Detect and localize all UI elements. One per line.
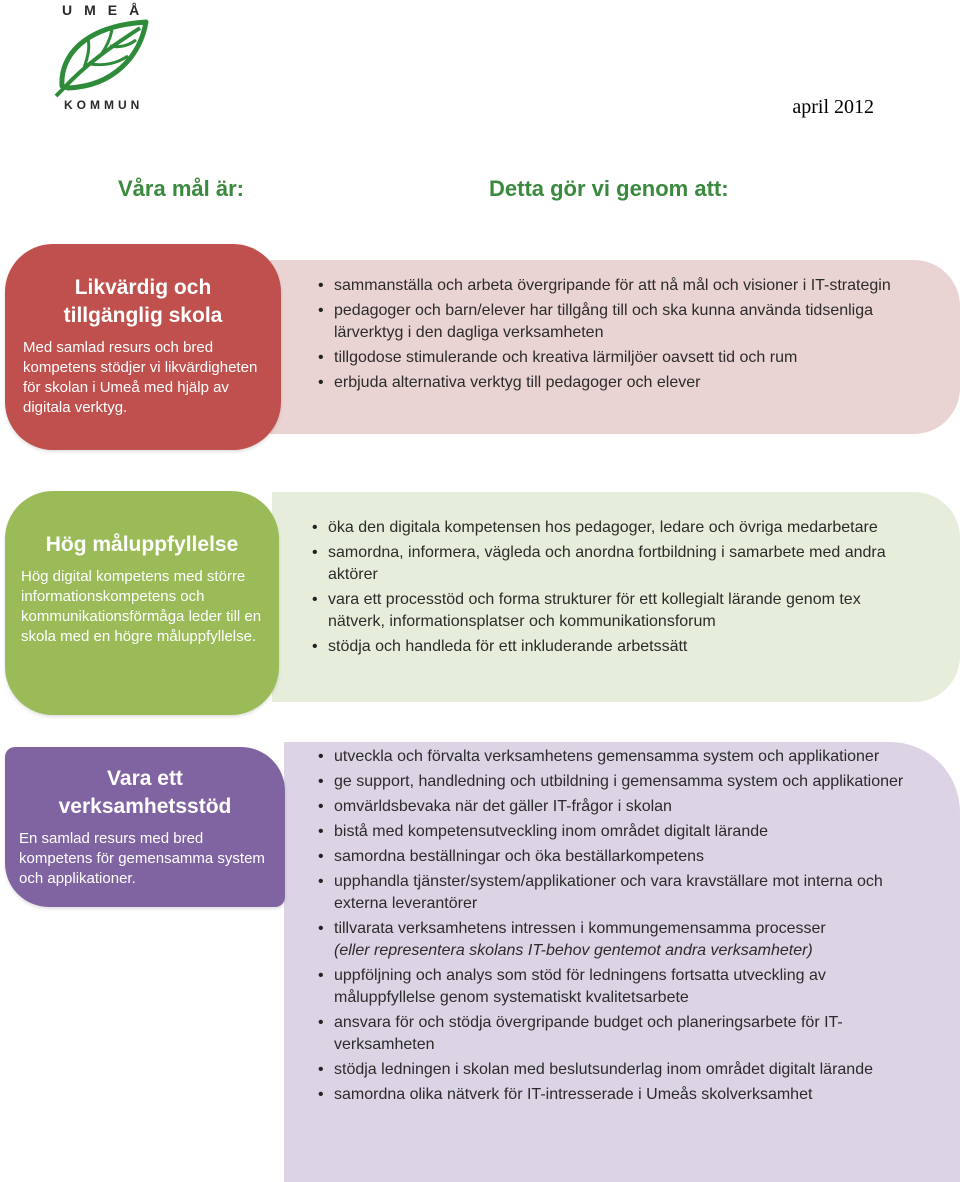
goal-description: En samlad resurs med bred kompetens för gemensamma system och applikationer. <box>19 830 265 887</box>
list-item: • ge support, handledning och utbildning i gemensamma system och applikationer <box>316 771 920 793</box>
goal-title: Hög måluppfyllelse <box>45 533 239 556</box>
goal-description: Hög digital kompetens med större informationskompetens och kommunikationsförmåga leder till en skola med en högre måluppfyllelse. <box>21 568 262 645</box>
list-item: • tillgodose stimulerande och kreativa lärmiljöer oavsett tid och rum <box>316 347 910 369</box>
list-item: • stödja ledningen i skolan med beslutsunderlag inom området digitalt lärande <box>316 1059 920 1081</box>
goal-card-1 <box>5 244 281 450</box>
goals-heading: Våra mål är: <box>118 176 244 201</box>
list-item: • uppföljning och analys som stöd för ledningens fortsatta utveckling av måluppfyllelse genom systematiskt kvalitetsarbete <box>316 965 920 1009</box>
list-item-text: tillvarata verksamhetens intressen i kommungemensamma processer <box>334 920 826 937</box>
goal-title: Likvärdig och tillgänglig skola <box>63 276 223 327</box>
actions-list-3 <box>316 746 920 1106</box>
actions-panel-1 <box>270 260 960 434</box>
list-item: • vara ett processtöd och forma strukturer för ett kollegialt lärande genom tex nätverk, informationsplatser och kommunikationsforum <box>310 589 920 633</box>
actions-list-1 <box>316 275 910 394</box>
leaf-icon <box>54 16 154 98</box>
actions-list-2 <box>310 517 920 658</box>
goal-title: Vara ett verksamhetsstöd <box>58 767 232 818</box>
list-item: • upphandla tjänster/system/applikationer och vara kravställare mot interna och externa leverantörer <box>316 871 920 915</box>
list-item: • samordna olika nätverk för IT-intresserade i Umeås skolverksamhet <box>316 1084 920 1106</box>
umea-kommun-logo <box>50 2 160 118</box>
goal-card-3 <box>5 747 285 907</box>
goal-card-2 <box>5 491 279 715</box>
list-item-note: (eller representera skolans IT-behov gentemot andra verksamheter) <box>334 942 813 959</box>
logo-bottom-text: KOMMUN <box>64 98 144 112</box>
document-date: april 2012 <box>792 96 874 118</box>
list-item: • öka den digitala kompetensen hos pedagoger, ledare och övriga medarbetare <box>310 517 920 539</box>
list-item: • ansvara för och stödja övergripande budget och planeringsarbete för IT-verksamheten <box>316 1012 920 1056</box>
list-item: • stödja och handleda för ett inkluderande arbetssätt <box>310 636 920 658</box>
list-item: • samordna beställningar och öka beställarkompetens <box>316 846 920 868</box>
list-item: • sammanställa och arbeta övergripande för att nå mål och visioner i IT-strategin <box>316 275 910 297</box>
list-item: • erbjuda alternativa verktyg till pedagoger och elever <box>316 372 910 394</box>
actions-heading: Detta gör vi genom att: <box>489 176 729 201</box>
list-item: • samordna, informera, vägleda och anordna fortbildning i samarbete med andra aktörer <box>310 542 920 586</box>
list-item: • omvärldsbevaka när det gäller IT-frågor i skolan <box>316 796 920 818</box>
list-item: • bistå med kompetensutveckling inom området digitalt lärande <box>316 821 920 843</box>
logo-top-text: UMEÅ <box>62 2 152 18</box>
actions-panel-2 <box>272 492 960 702</box>
list-item <box>316 918 920 962</box>
list-item: • pedagoger och barn/elever har tillgång till och ska kunna använda tidsenliga lärverktyg i den dagliga verksamheten <box>316 300 910 344</box>
goal-description: Med samlad resurs och bred kompetens stödjer vi likvärdigheten för skolan i Umeå med hjälp av digitala verktyg. <box>23 339 258 416</box>
list-item: • utveckla och förvalta verksamhetens gemensamma system och applikationer <box>316 746 920 768</box>
actions-panel-3 <box>284 742 960 1182</box>
